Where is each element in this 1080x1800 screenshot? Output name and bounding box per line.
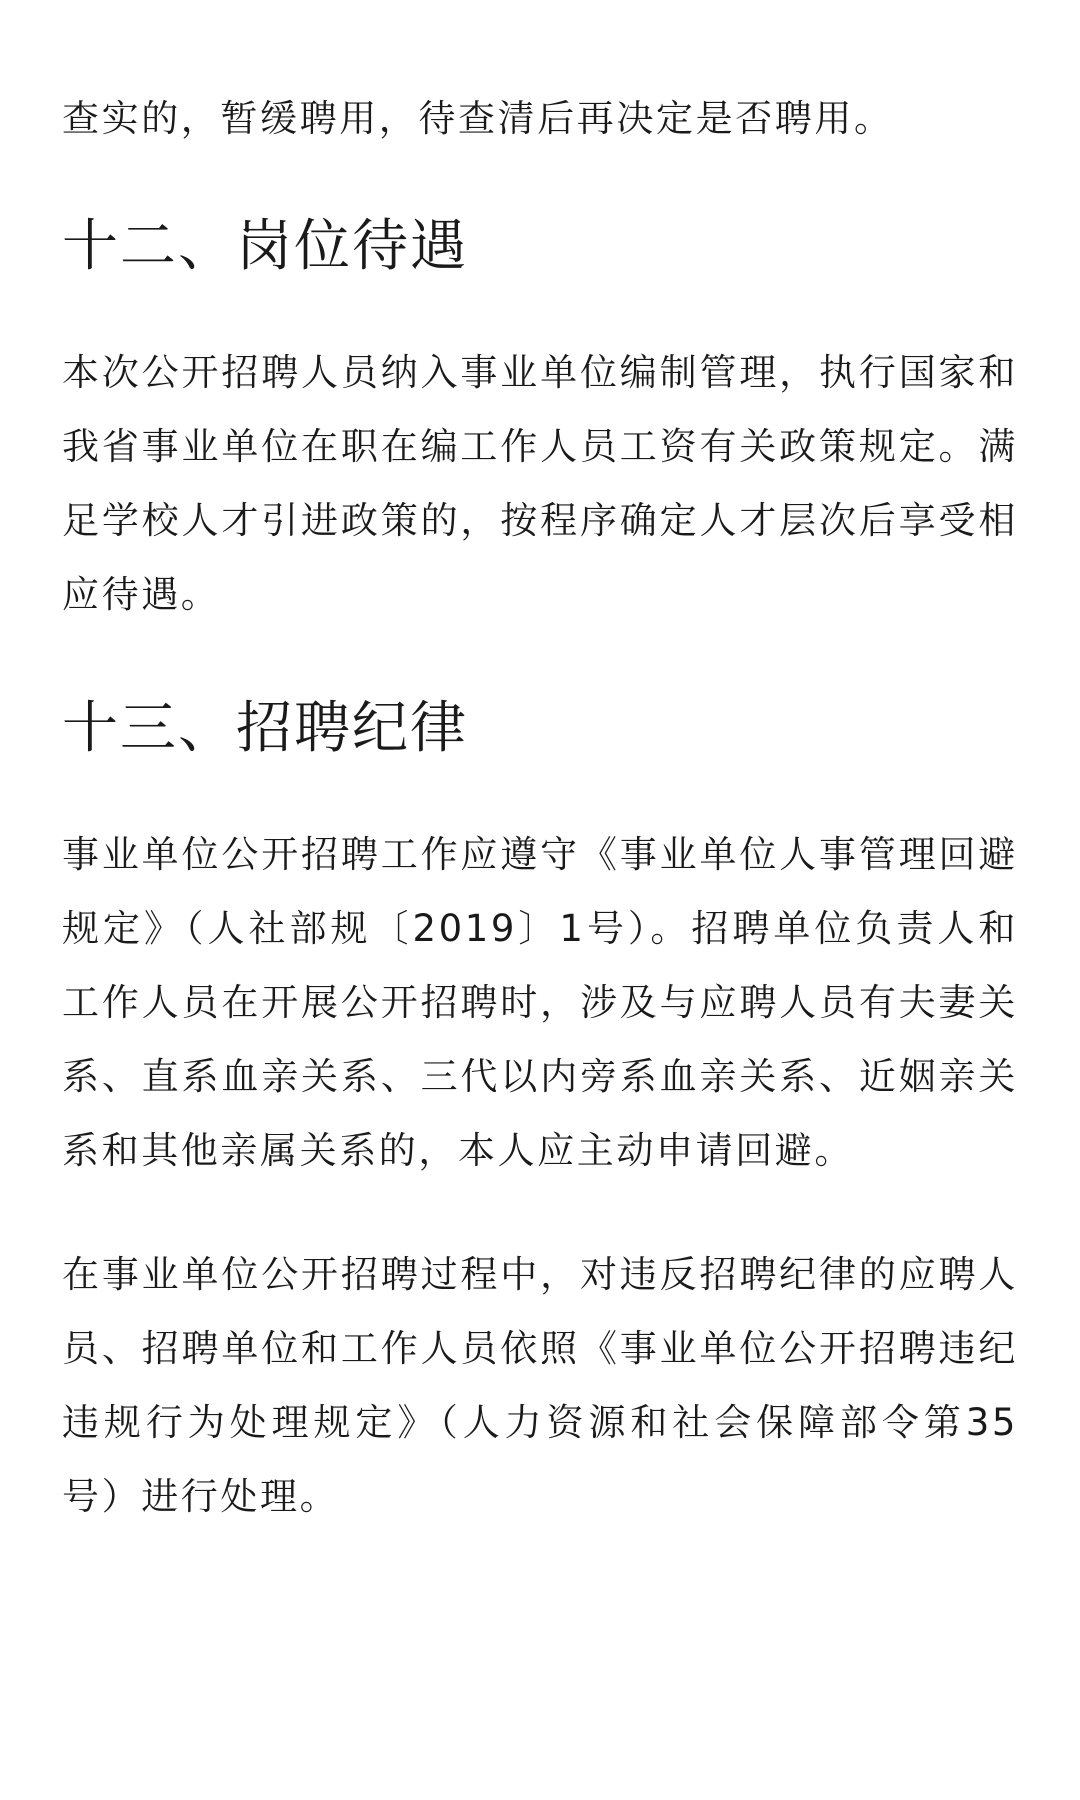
intro-paragraph: 查实的，暂缓聘用，待查清后再决定是否聘用。	[62, 97, 894, 140]
section-heading-12: 十二、岗位待遇	[62, 214, 468, 279]
section-13-paragraph-1: 事业单位公开招聘工作应遵守《事业单位人事管理回避规定》（人社部规〔2019〕1号）。招聘单位负责人和工作人员在开展公开招聘时，涉及与应聘人员有夫妻关系、直系血亲关系、三代以内旁系血亲关系、近姻亲关系和其他亲属关系的，本人应主动申请回避。	[62, 833, 1018, 1172]
section-13-paragraph-2: 在事业单位公开招聘过程中，对违反招聘纪律的应聘人员、招聘单位和工作人员依照《事业单位公开招聘违纪违规行为处理规定》（人力资源和社会保障部令第35号）进行处理。	[62, 1253, 1018, 1518]
section-12-paragraph: 本次公开招聘人员纳入事业单位编制管理，执行国家和我省事业单位在职在编工作人员工资有关政策规定。满足学校人才引进政策的，按程序确定人才层次后享受相应待遇。	[62, 351, 1018, 616]
section-heading-13: 十三、招聘纪律	[62, 696, 468, 761]
